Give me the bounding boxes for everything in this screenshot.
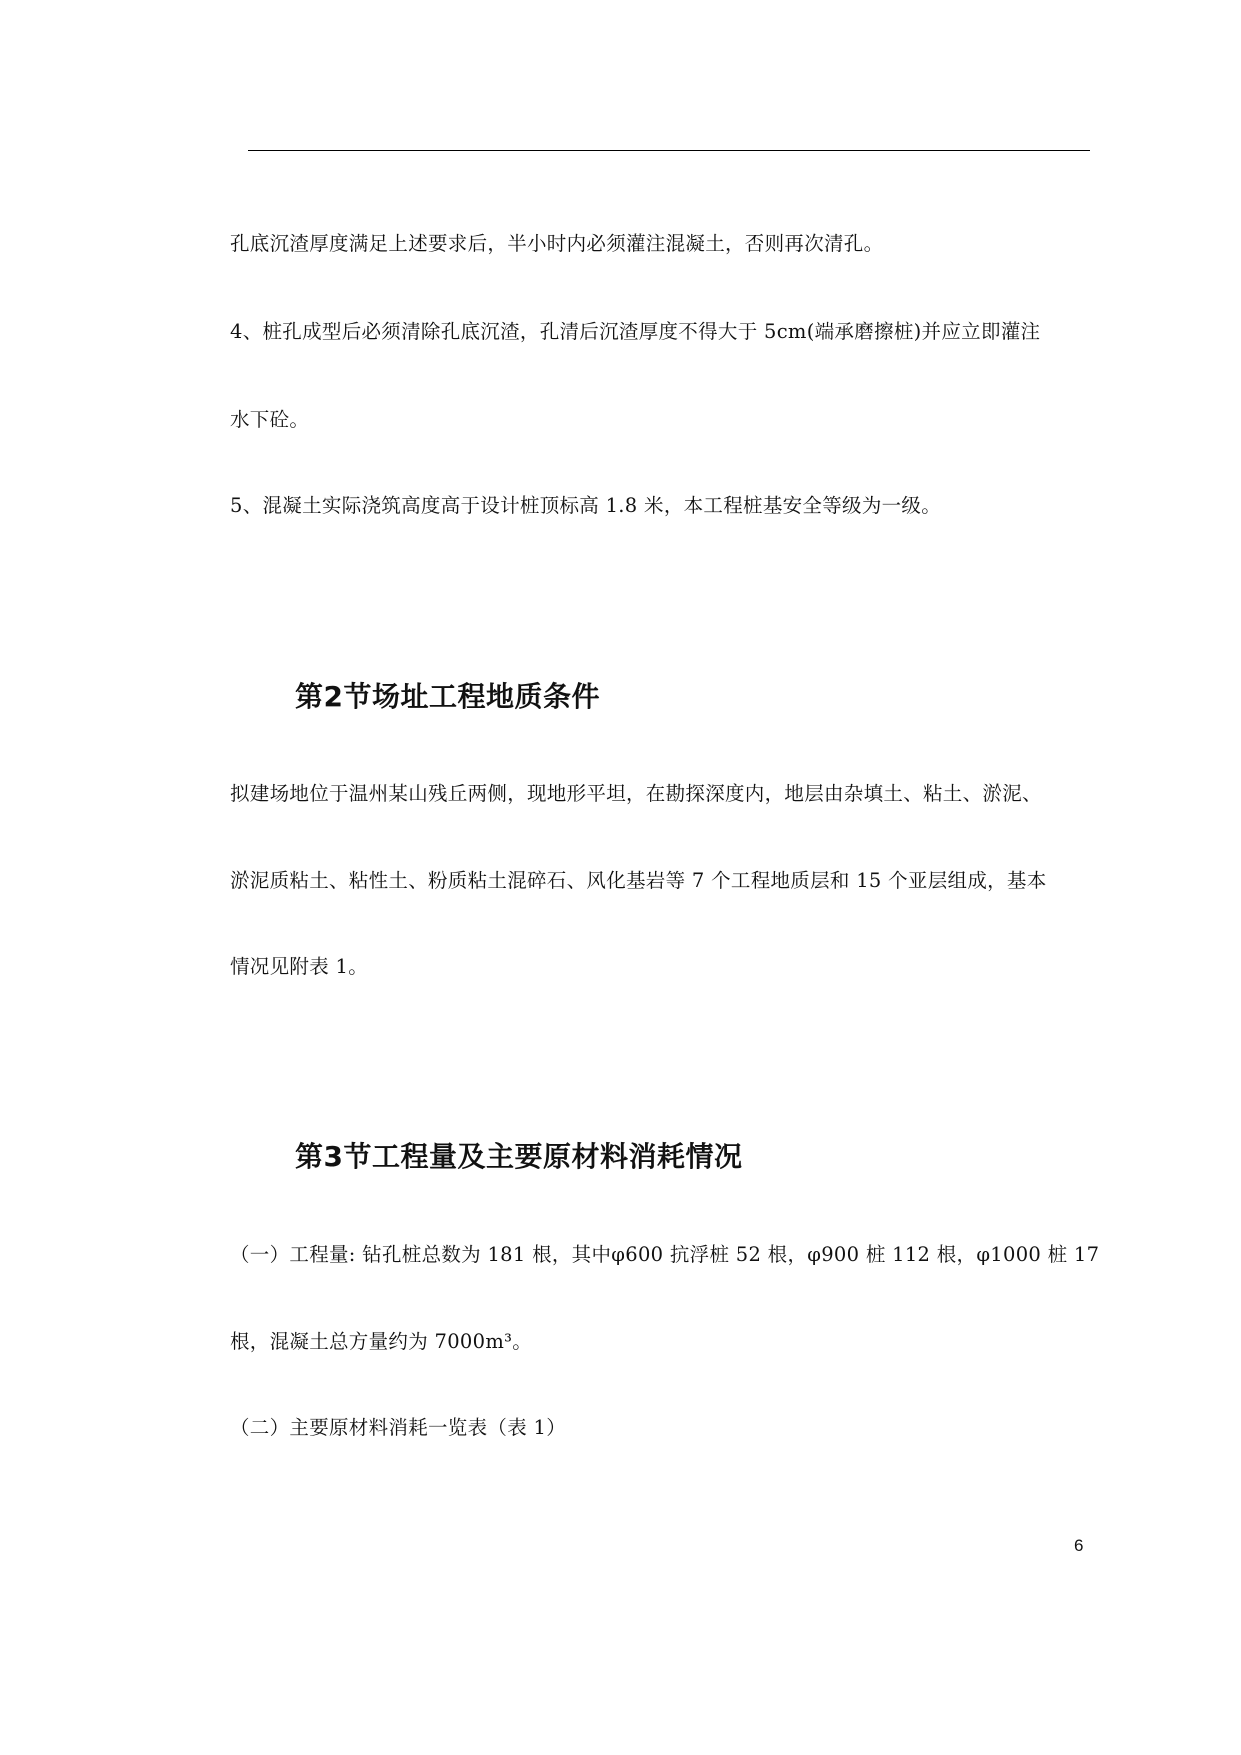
body-line: 淤泥质粘土、粘性土、粉质粘土混碎石、风化基岩等 7 个工程地质层和 15 个亚层组成，基本 bbox=[230, 868, 1047, 892]
body-line: （一）工程量: 钻孔桩总数为 181 根，其中φ600 抗浮桩 52 根，φ900 桩 112 根，φ1000 桩 17 bbox=[230, 1242, 1100, 1266]
section-heading: 第2节场址工程地质条件 bbox=[295, 680, 600, 714]
body-line: 5、混凝土实际浇筑高度高于设计桩顶标高 1.8 米，本工程桩基安全等级为一级。 bbox=[230, 493, 942, 517]
page-number: 6 bbox=[1074, 1536, 1084, 1555]
body-line: 拟建场地位于温州某山残丘两侧，现地形平坦，在勘探深度内，地层由杂填土、粘土、淤泥、 bbox=[230, 781, 1042, 805]
body-line: 根，混凝土总方量约为 7000m³。 bbox=[230, 1329, 533, 1353]
body-line: （二）主要原材料消耗一览表（表 1） bbox=[230, 1415, 567, 1439]
body-line: 孔底沉渣厚度满足上述要求后，半小时内必须灌注混凝土，否则再次清孔。 bbox=[230, 231, 884, 255]
body-line: 情况见附表 1。 bbox=[230, 954, 369, 978]
section-heading: 第3节工程量及主要原材料消耗情况 bbox=[295, 1140, 743, 1174]
header-rule bbox=[248, 150, 1090, 151]
body-line: 4、桩孔成型后必须清除孔底沉渣，孔清后沉渣厚度不得大于 5cm(端承磨擦桩)并应立即灌注 bbox=[230, 319, 1041, 343]
body-line: 水下砼。 bbox=[230, 407, 310, 431]
